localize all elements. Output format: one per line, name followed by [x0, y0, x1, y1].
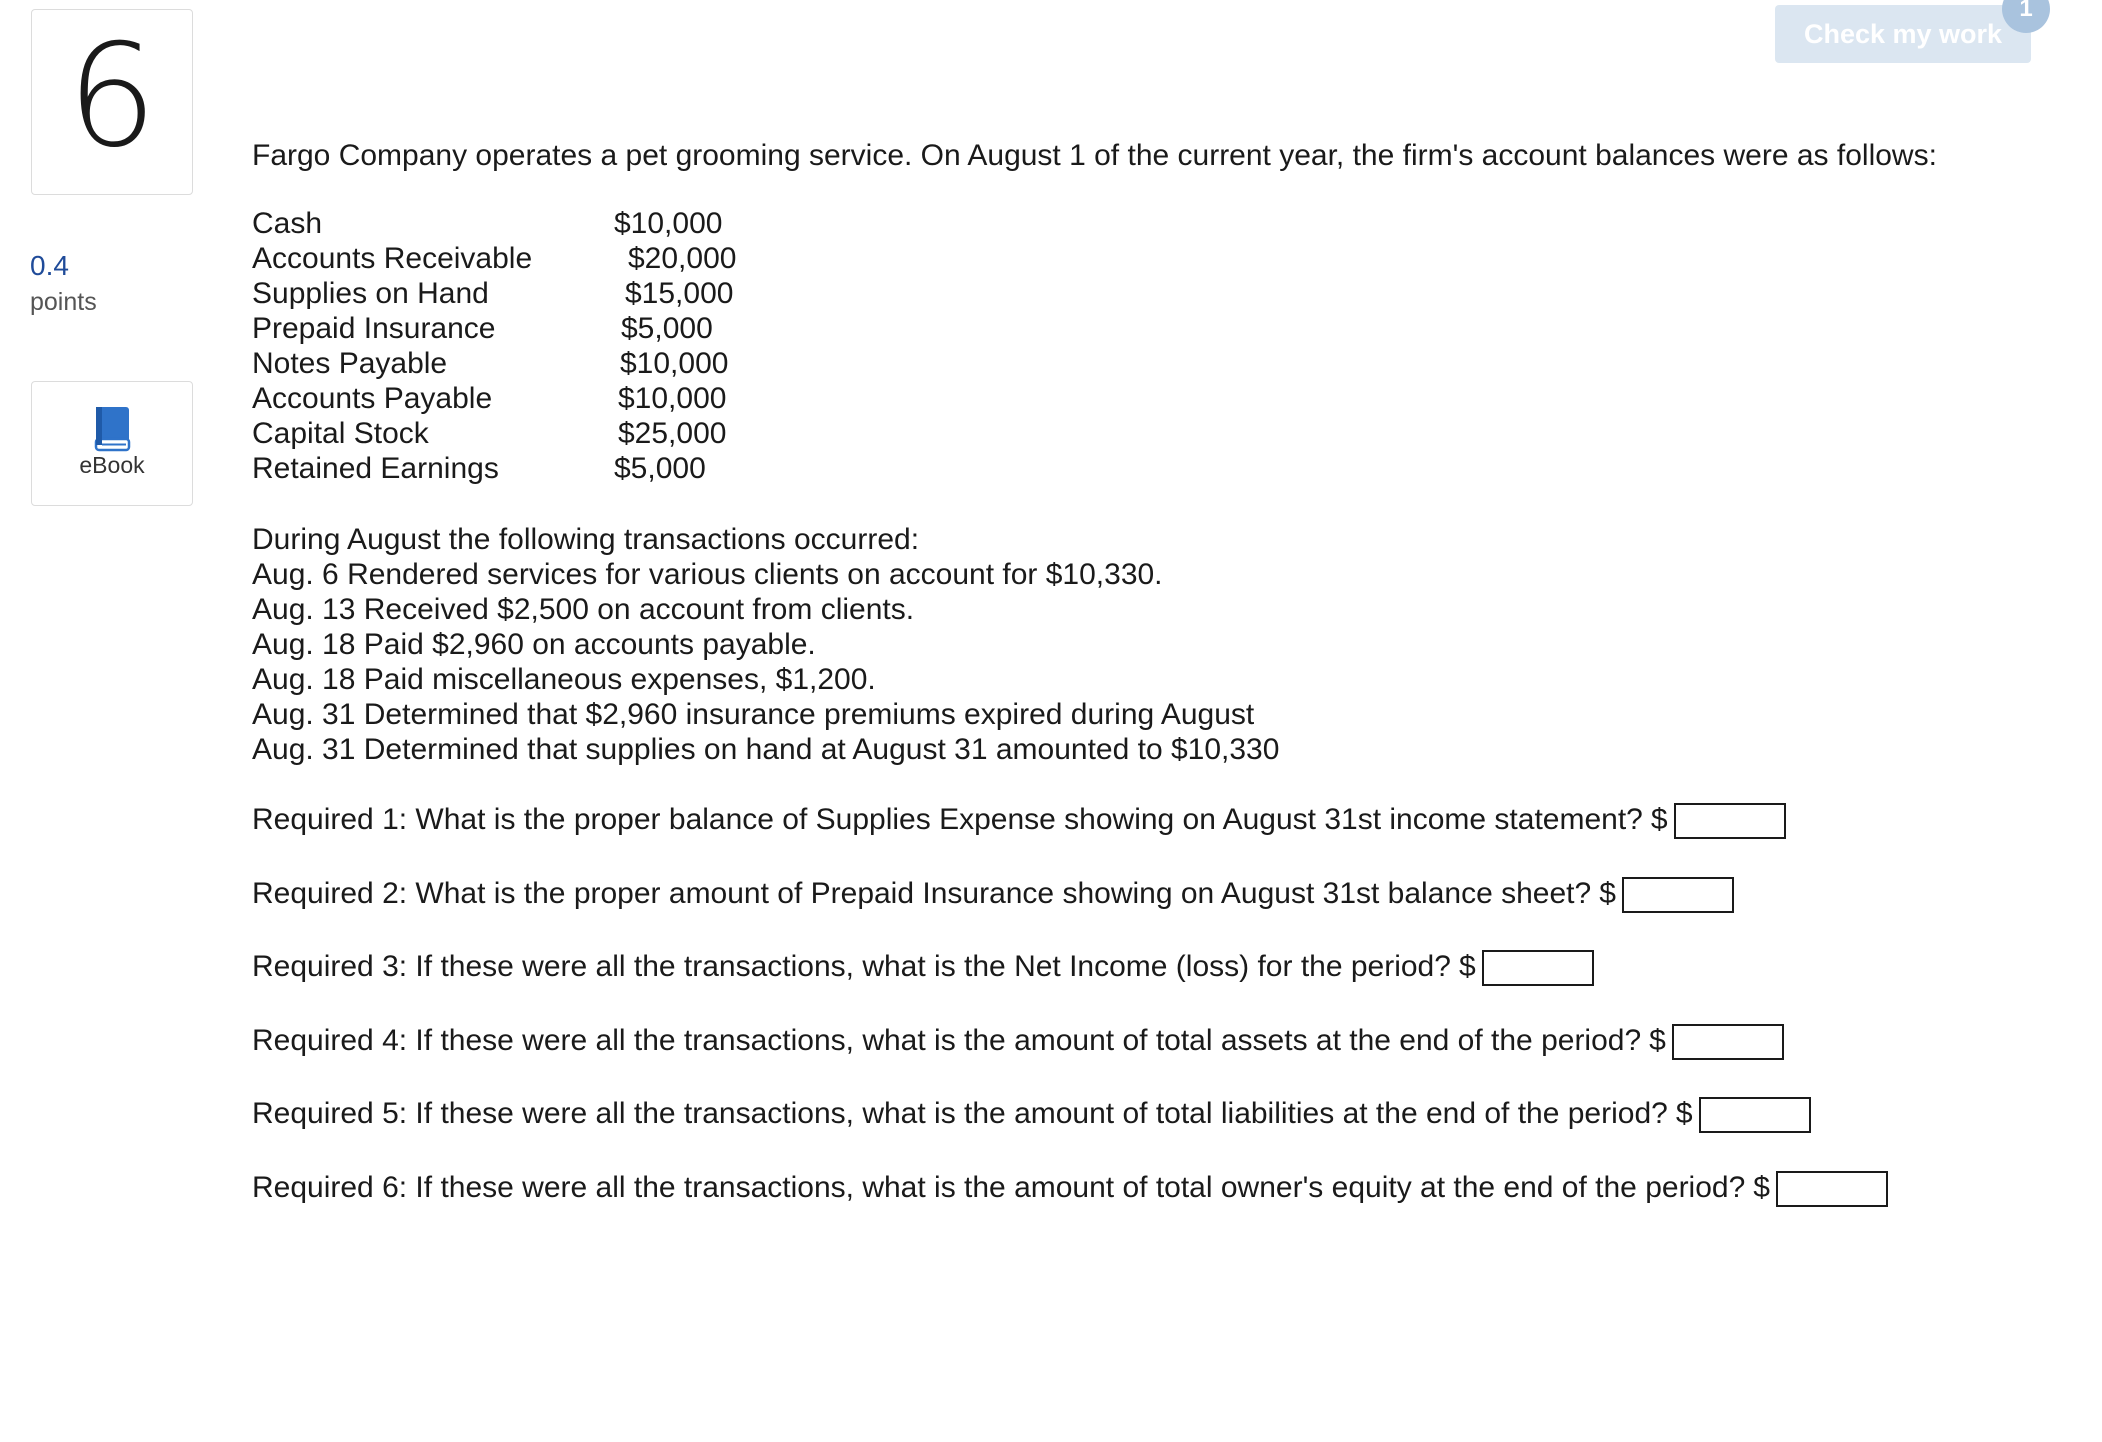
required-prompt: Required 5: If these were all the transactions, what is the amount of total liabilities at the end of the period? [252, 1097, 1668, 1130]
account-name: Notes Payable [252, 347, 448, 380]
required-questions [252, 802, 1888, 1243]
required-5-answer-input[interactable] [1699, 1097, 1811, 1133]
account-name: Accounts Payable [252, 382, 493, 415]
transaction-item: Aug. 6 Rendered services for various clients on account for $10,330. [252, 558, 1163, 591]
question-number-card [31, 9, 193, 195]
points-label: points [30, 288, 97, 316]
required-prompt: Required 4: If these were all the transactions, what is the amount of total assets at the end of the period? [252, 1023, 1642, 1057]
account-amount: $25,000 [618, 417, 727, 450]
account-amount: $5,000 [614, 452, 706, 485]
transactions-heading: During August the following transactions occurred: [252, 523, 920, 556]
account-amount: $10,000 [614, 207, 723, 240]
question-number: 6 [66, 14, 158, 179]
currency-symbol: $ [1599, 876, 1616, 910]
account-amount: $15,000 [625, 277, 734, 310]
account-amount: $10,000 [618, 382, 727, 415]
currency-symbol: $ [1650, 803, 1668, 836]
required-prompt: Required 3: If these were all the transactions, what is the Net Income (loss) for the period? [252, 950, 1451, 983]
transaction-item: Aug. 31 Determined that supplies on hand at August 31 amounted to $10,330 [252, 733, 1280, 766]
required-2-answer-input[interactable] [1622, 877, 1734, 913]
account-amount: $5,000 [621, 312, 713, 345]
required-row [252, 876, 1888, 950]
attempt-count-badge: 1 [2002, 0, 2050, 33]
required-row [252, 1170, 1888, 1244]
ebook-button[interactable] [31, 381, 193, 506]
required-prompt: Required 2: What is the proper amount of Prepaid Insurance showing on August 31st balance sheet? [252, 876, 1592, 910]
required-row [252, 1023, 1888, 1097]
currency-symbol: $ [1753, 1170, 1770, 1204]
required-prompt: Required 1: What is the proper balance of Supplies Expense showing on August 31st income statement? [252, 803, 1643, 836]
ebook-label: eBook [79, 452, 145, 478]
account-name: Retained Earnings [252, 452, 499, 485]
required-3-answer-input[interactable] [1482, 950, 1594, 986]
account-name: Prepaid Insurance [252, 312, 496, 345]
account-name: Capital Stock [252, 417, 429, 450]
transaction-item: Aug. 13 Received $2,500 on account from clients. [252, 593, 915, 626]
transaction-item: Aug. 18 Paid miscellaneous expenses, $1,200. [252, 663, 876, 696]
required-row [252, 949, 1888, 1023]
account-name: Accounts Receivable [252, 242, 533, 275]
required-6-answer-input[interactable] [1776, 1171, 1888, 1207]
account-name: Cash [252, 207, 323, 240]
check-my-work-button[interactable]: Check my work [1775, 5, 2031, 63]
currency-symbol: $ [1649, 1023, 1666, 1057]
book-icon [94, 406, 132, 452]
transaction-item: Aug. 18 Paid $2,960 on accounts payable. [252, 628, 816, 661]
required-4-answer-input[interactable] [1672, 1024, 1784, 1060]
transactions-list [252, 522, 1279, 767]
account-amount: $10,000 [620, 347, 729, 380]
problem-intro: Fargo Company operates a pet grooming service. On August 1 of the current year, the firm's account balances were as follows: [252, 139, 1937, 172]
required-row [252, 1096, 1888, 1170]
account-amount: $20,000 [628, 242, 737, 275]
required-prompt: Required 6: If these were all the transactions, what is the amount of total owner's equity at the end of the period? [252, 1170, 1746, 1204]
points-value: 0.4 [30, 250, 69, 281]
transaction-item: Aug. 31 Determined that $2,960 insurance premiums expired during August [252, 698, 1255, 731]
required-row [252, 802, 1888, 876]
required-1-answer-input[interactable] [1674, 803, 1786, 839]
account-name: Supplies on Hand [252, 277, 489, 310]
currency-symbol: $ [1458, 950, 1476, 983]
currency-symbol: $ [1675, 1097, 1693, 1130]
